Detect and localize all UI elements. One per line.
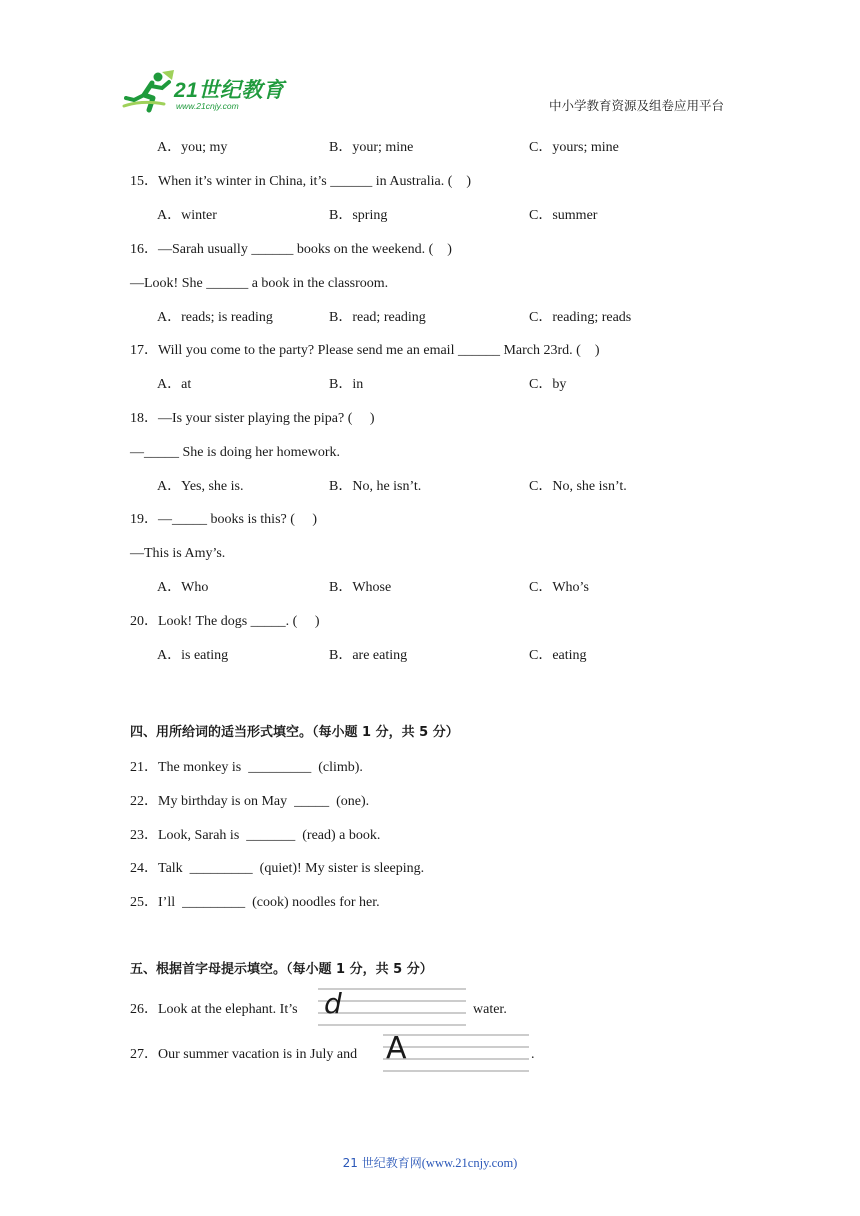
q18-option-a: A．Yes, she is. — [157, 479, 244, 494]
q16-line2: —Look! She ______ a book in the classroom. — [130, 276, 389, 291]
q19-option-a: A．Who — [157, 580, 209, 595]
q27-after: . — [531, 1047, 535, 1062]
q19-option-c: C．Who’s — [529, 580, 589, 595]
q26-after: water. — [473, 1002, 507, 1017]
section-5-title: 五、根据首字母提示填空。（每小题 1 分，共 5 分） — [130, 962, 433, 977]
q14-option-a: A．you; my — [157, 140, 228, 155]
footer-site-name: 21 世纪教育网 — [342, 1156, 422, 1170]
q19-option-b: B．Whose — [329, 580, 392, 595]
q17-option-a: A．at — [157, 377, 192, 392]
q20-stem: 20．Look! The dogs _____. ( ) — [130, 614, 320, 629]
q26-text: 26．Look at the elephant. It’s — [130, 1002, 298, 1017]
logo-text: 21世纪教育 — [174, 79, 285, 102]
header-platform-text: 中小学教育资源及组卷应用平台 — [549, 98, 725, 113]
q16-option-c: C．reading; reads — [529, 310, 632, 325]
q14-option-b: B．your; mine — [329, 140, 414, 155]
q15-option-b: B．spring — [329, 208, 388, 223]
logo — [122, 70, 292, 114]
footer — [0, 1154, 860, 1171]
q18-stem: 18．—Is your sister playing the pipa? ( ) — [130, 411, 375, 426]
q24: 24．Talk _________ (quiet)! My sister is sleeping. — [130, 861, 425, 876]
q25: 25．I’ll _________ (cook) noodles for her. — [130, 895, 380, 910]
q15-option-a: A．winter — [157, 208, 217, 223]
q15-stem: 15．When it’s winter in China, it’s ______ in Australia. ( ) — [130, 174, 472, 189]
q14-option-c: C．yours; mine — [529, 140, 619, 155]
q26-hint-letter: d — [324, 987, 342, 1020]
q21: 21．The monkey is _________ (climb). — [130, 760, 363, 775]
q17-stem: 17．Will you come to the party? Please send me an email ______ March 23rd. ( ) — [130, 343, 600, 358]
runner-icon — [122, 70, 178, 114]
q18-option-c: C．No, she isn’t. — [529, 479, 627, 494]
q23: 23．Look, Sarah is _______ (read) a book. — [130, 828, 381, 843]
q20-option-c: C．eating — [529, 648, 587, 663]
q15-option-c: C．summer — [529, 208, 598, 223]
q16-option-a: A．reads; is reading — [157, 310, 273, 325]
q19-stem: 19．—_____ books is this? ( ) — [130, 512, 318, 527]
q27-hint-letter: A — [386, 1031, 407, 1066]
q17-option-c: C．by — [529, 377, 567, 392]
q27-text: 27．Our summer vacation is in July and — [130, 1047, 358, 1062]
footer-url[interactable]: (www.21cnjy.com) — [421, 1156, 518, 1170]
section-4-title: 四、用所给词的适当形式填空。（每小题 1 分，共 5 分） — [130, 725, 459, 740]
q16-stem: 16．—Sarah usually ______ books on the weekend. ( ) — [130, 242, 452, 257]
q16-option-b: B．read; reading — [329, 310, 426, 325]
q18-line2: —_____ She is doing her homework. — [130, 445, 340, 460]
q20-option-b: B．are eating — [329, 648, 408, 663]
q20-option-a: A．is eating — [157, 648, 229, 663]
q17-option-b: B．in — [329, 377, 364, 392]
q19-line2: —This is Amy’s. — [130, 546, 226, 561]
q22: 22．My birthday is on May _____ (one). — [130, 794, 370, 809]
q18-option-b: B．No, he isn’t. — [329, 479, 422, 494]
logo-url: www.21cnjy.com — [176, 101, 239, 111]
